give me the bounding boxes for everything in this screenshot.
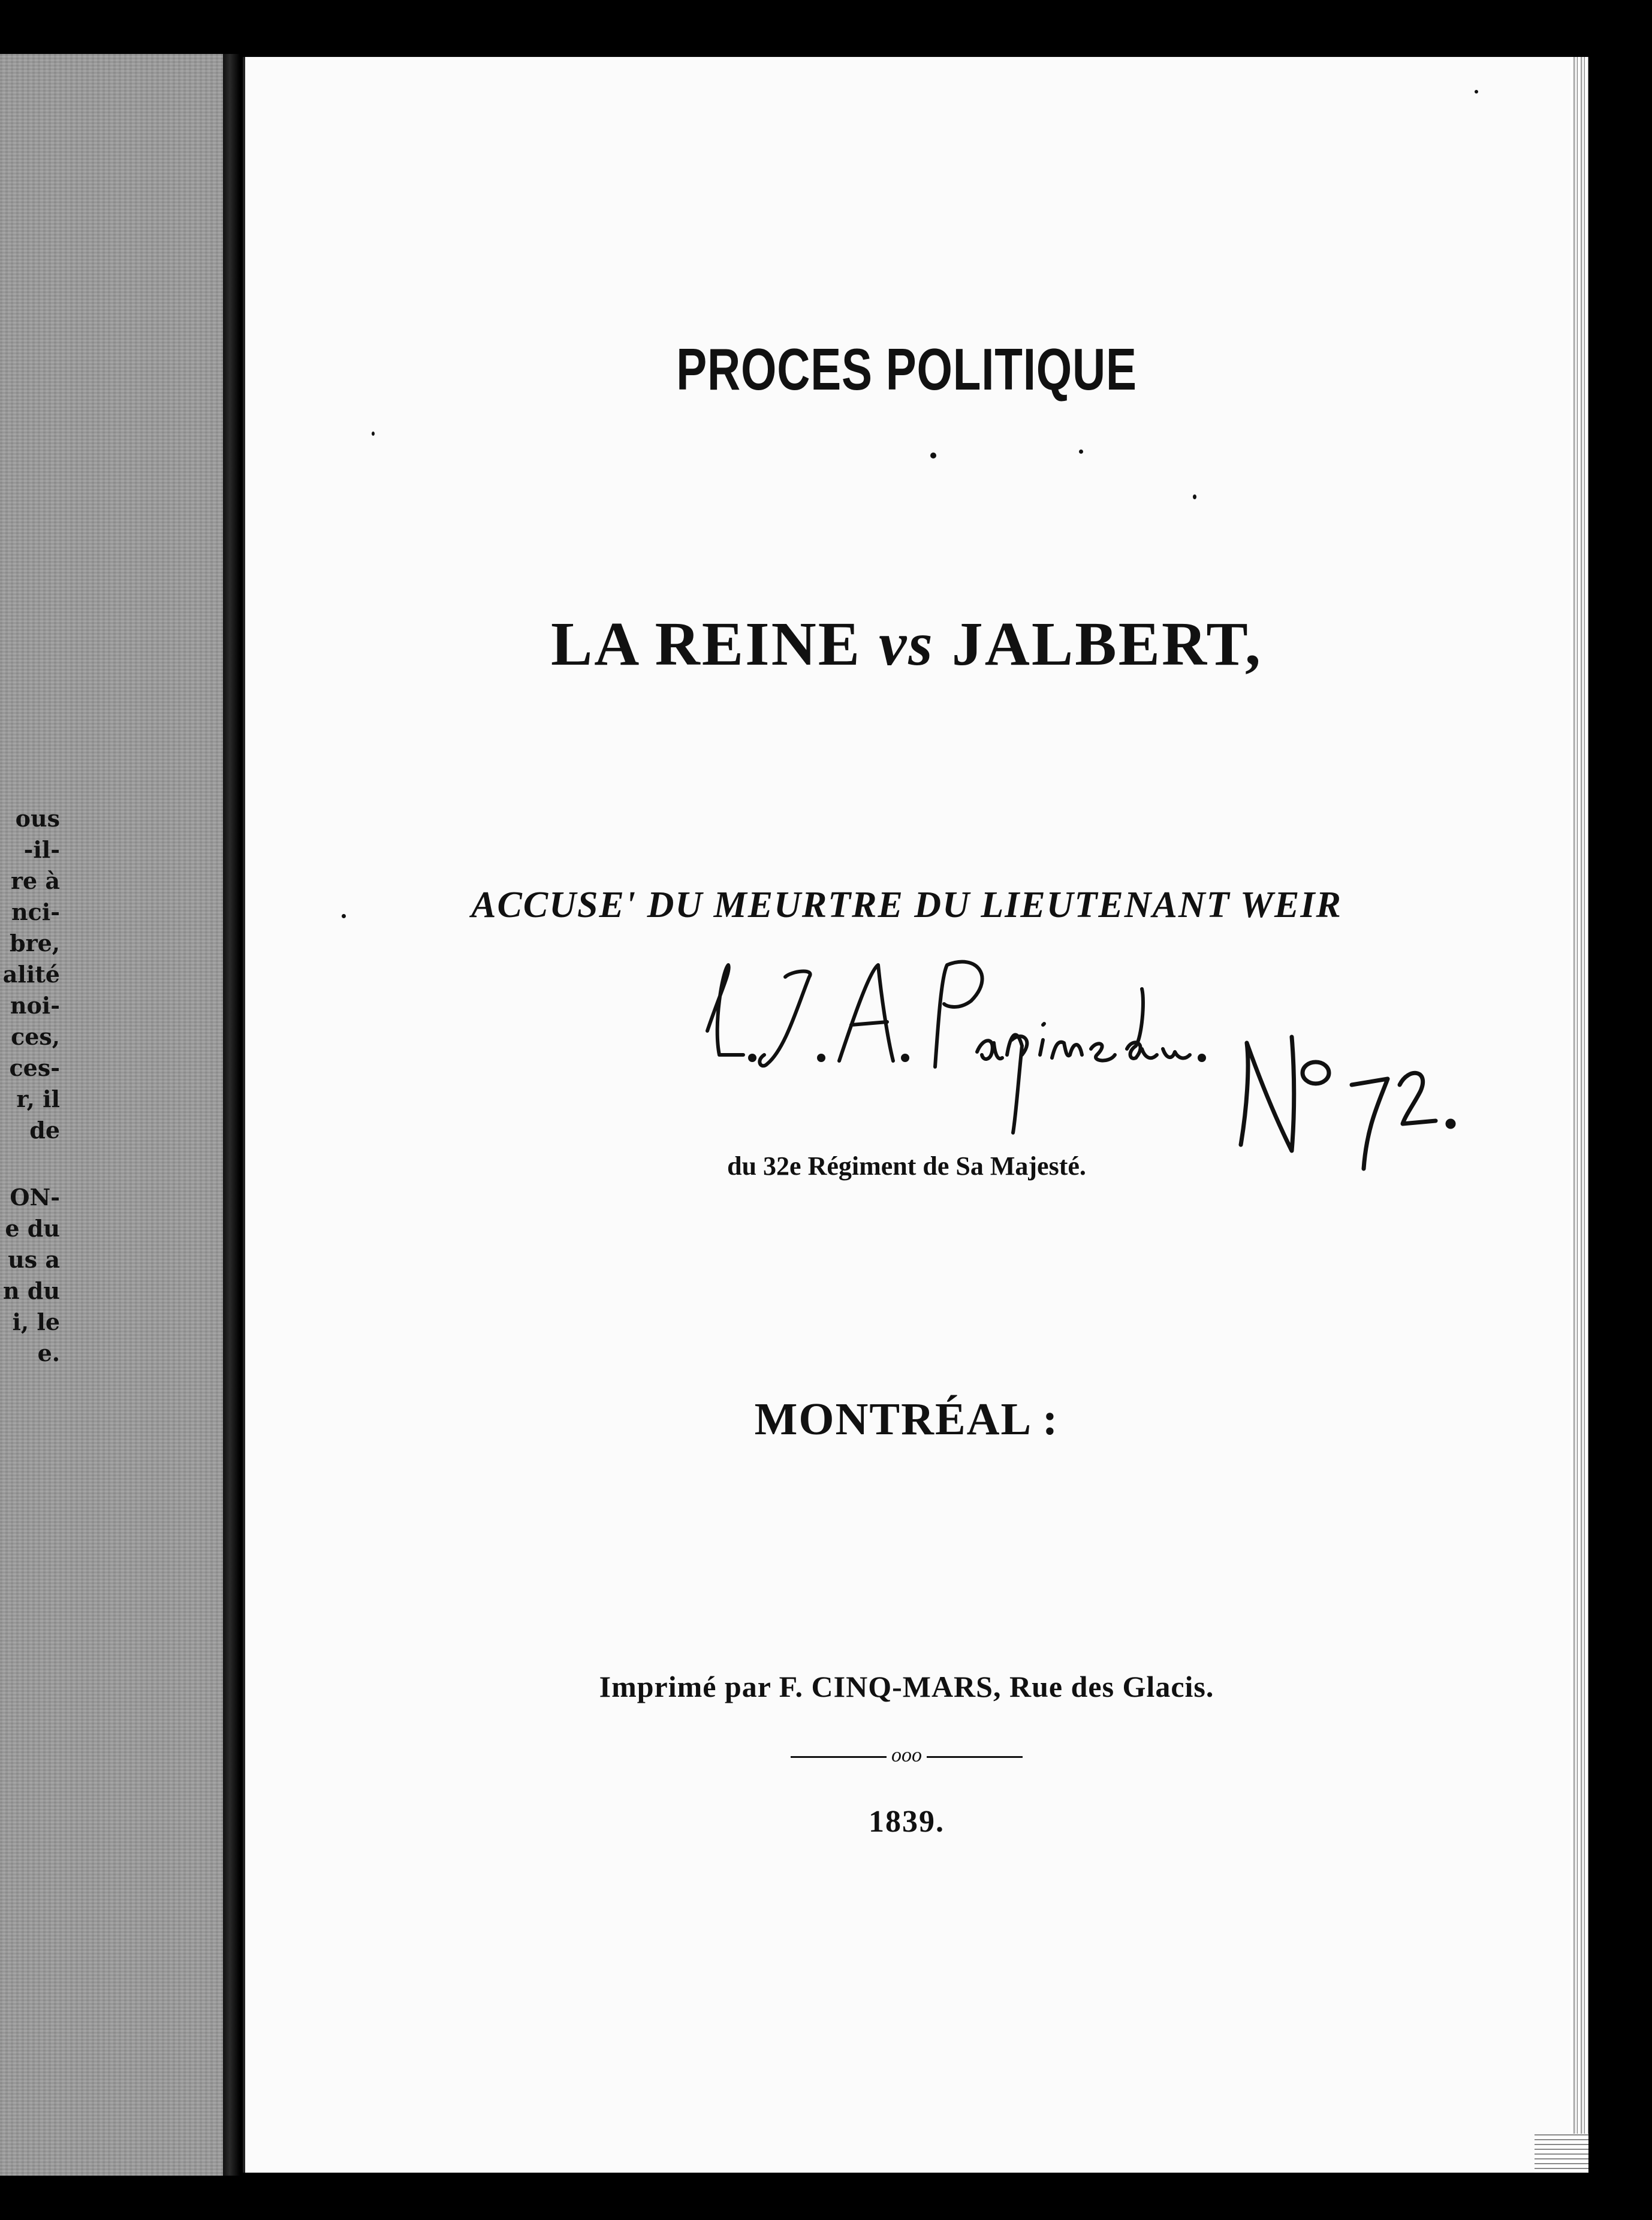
facing-text-line: e du [5,1215,60,1242]
facing-text-line: i, le [12,1308,60,1335]
facing-text-line: e. [37,1340,60,1367]
ornamental-divider [243,1744,1570,1767]
facing-text-line: -il- [23,836,60,863]
plaintiff: LA REINE [550,610,862,678]
defendant: JALBERT, [951,610,1263,678]
case-parties [243,608,1570,680]
facing-text-line: r, il [16,1085,60,1112]
document-title: PROCES POLITIQUE [676,336,1137,402]
facing-text-gap [0,1146,60,1182]
ink-speck [372,432,375,436]
page-stack-corner [1535,2134,1588,2173]
facing-text-line: alité [2,961,60,988]
divider-rule-left [791,1756,887,1758]
charge-line: ACCUSE' DU MEURTRE DU LIEUTENANT WEIR [471,885,1342,925]
page-stack-edge [1570,57,1588,2173]
facing-text-line: ces- [9,1054,60,1081]
publication-year: 1839. [869,1805,945,1839]
facing-text-line: us a [8,1246,60,1273]
divider-rule-right [927,1756,1023,1758]
printer-imprint: Imprimé par F. CINQ-MARS, Rue des Glacis. [599,1670,1214,1703]
facing-text-line: ces, [11,1023,60,1050]
divider-ornament: ooo [891,1744,922,1766]
handwritten-signature [695,935,1211,1151]
facing-text-line: ON- [10,1184,60,1211]
ink-speck [1475,90,1478,93]
ink-speck [930,453,936,459]
facing-text-line: n du [2,1277,60,1304]
facing-text-line: de [29,1117,60,1144]
place-of-publication: MONTRÉAL : [754,1394,1059,1444]
ink-speck [1079,450,1083,454]
facing-text-line: bre, [10,930,60,957]
facing-text-line: re à [10,867,60,894]
facing-page-text [0,803,60,1369]
book-spine [223,54,240,2176]
facing-page [0,54,231,2176]
facing-text-line: ous [15,805,60,832]
ink-speck [1193,494,1196,499]
facing-text-line: noi- [10,992,60,1019]
facing-text-line: nci- [11,898,60,925]
regiment-line: du 32e Régiment de Sa Majesté. [727,1151,1086,1181]
versus: vs [879,610,934,678]
ink-speck [342,914,346,918]
signature-drawing [695,935,1211,1151]
